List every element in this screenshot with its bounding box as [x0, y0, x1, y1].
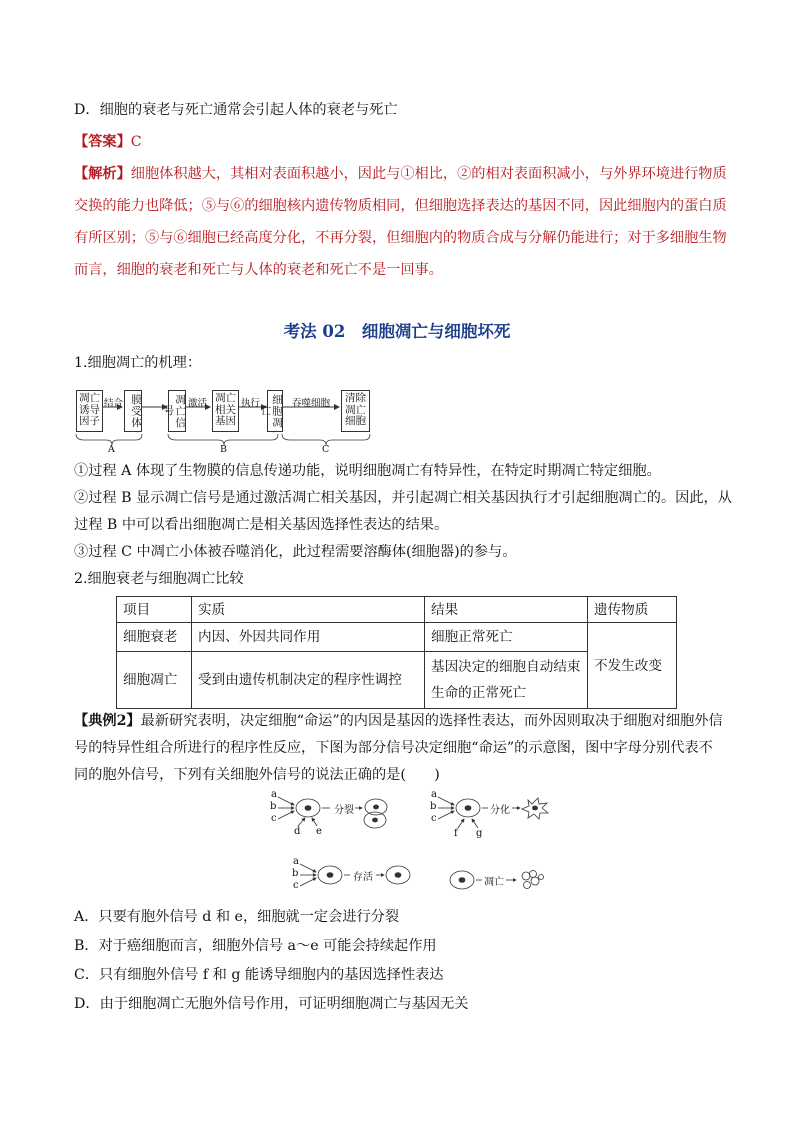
- signal-letter: b: [430, 801, 437, 812]
- table-cell: 细胞凋亡: [117, 652, 192, 709]
- analysis-line-3: 有所区别；⑤与⑥细胞已经高度分化，不再分裂，但细胞内的物质合成与分解仍能进行；对于多细胞生物: [74, 230, 727, 246]
- label-differentiate: 分化: [490, 805, 510, 816]
- analysis-tag: 【解析】: [74, 166, 131, 182]
- option-b: B．对于癌细胞而言，细胞外信号 a～e 可能会持续起作用: [74, 938, 437, 954]
- table-cell: 细胞衰老: [117, 623, 192, 652]
- option-d-previous: D．细胞的衰老与死亡通常会引起人体的衰老与死亡: [74, 102, 398, 118]
- example-line-2: 号的特异性组合所进行的程序性反应，下图为部分信号决定细胞“命运”的示意图，图中字母分别代表不: [74, 740, 713, 756]
- table-header: 实质: [192, 597, 425, 623]
- box-genes: 凋亡相关基因: [212, 390, 239, 432]
- table-row: [117, 623, 677, 652]
- cell-signal-diagram: [260, 788, 560, 893]
- box-apoptosis: 细胞凋亡: [267, 390, 283, 432]
- signal-letter: f: [454, 828, 458, 839]
- example-tag: 【典例2】: [74, 713, 141, 729]
- signal-letter: b: [270, 801, 277, 812]
- table-cell: 基因决定的细胞自动结束生命的正常死亡: [425, 652, 588, 709]
- table-header: 结果: [425, 597, 588, 623]
- table-cell: 细胞正常死亡: [425, 623, 588, 652]
- table-header-row: [117, 597, 677, 623]
- arrow-activate-label: 激活: [188, 398, 208, 409]
- point1-note-1: ①过程 A 体现了生物膜的信息传递功能，说明细胞凋亡有特异性，在特定时期凋亡特定细胞。: [74, 463, 661, 479]
- signal-letter: d: [294, 826, 301, 837]
- analysis-line-4: 而言，细胞的衰老和死亡与人体的衰老和死亡不是一回事。: [74, 262, 443, 278]
- example-line-3: 同的胞外信号，下列有关细胞外信号的说法正确的是( ): [74, 767, 440, 783]
- point1-note-2: ②过程 B 显示凋亡信号是通过激活凋亡相关基因，并引起凋亡相关基因执行才引起细胞凋亡的。因此，从: [74, 490, 732, 506]
- point1-title: 1.细胞凋亡的机理：: [74, 355, 202, 371]
- signal-letter: c: [293, 880, 299, 891]
- section-title: 考法 02 细胞凋亡与细胞坏死: [283, 322, 511, 341]
- answer-tag: 【答案】: [74, 134, 131, 150]
- label-divide: 分裂: [334, 805, 354, 816]
- box-receptor: 膜受体: [124, 390, 142, 432]
- table-cell: 受到由遗传机制决定的程序性调控: [192, 652, 425, 709]
- signal-letter: e: [316, 826, 322, 837]
- label-c: C: [322, 444, 330, 455]
- box-clear: 清除凋亡细胞: [341, 390, 370, 432]
- signal-letter: a: [431, 789, 437, 800]
- answer-line: [74, 132, 142, 152]
- box-inducer: 凋亡诱导因子: [76, 390, 103, 432]
- analysis-line-2: 交换的能力也降低；⑤与⑥的细胞核内遗传物质相同，但细胞选择表达的基因不同，因此细胞内的蛋白质: [74, 198, 727, 214]
- signal-letter: c: [271, 813, 277, 824]
- arrow-execute-label: 执行: [241, 398, 261, 409]
- arrow-bind-label: 结合: [104, 398, 124, 409]
- option-a: A．只要有胞外信号 d 和 e，细胞就一定会进行分裂: [74, 909, 400, 925]
- signal-letter: a: [271, 789, 277, 800]
- point2-title: 2.细胞衰老与细胞凋亡比较: [74, 571, 244, 587]
- point1-note-4: ③过程 C 中凋亡小体被吞噬消化，此过程需要溶酶体(细胞器)的参与。: [74, 544, 517, 560]
- label-b: B: [220, 444, 227, 455]
- label-apoptosis: 凋亡: [484, 877, 504, 888]
- option-d: D．由于细胞凋亡无胞外信号作用，可证明细胞凋亡与基因无关: [74, 996, 469, 1012]
- signal-letter: b: [292, 868, 299, 879]
- signal-letter: a: [293, 856, 299, 867]
- option-c: C．只有细胞外信号 f 和 g 能诱导细胞内的基因选择性表达: [74, 967, 444, 983]
- label-a: A: [108, 444, 115, 455]
- box-signal: 凋亡信号: [168, 390, 186, 432]
- signal-letter: g: [476, 828, 483, 839]
- signal-drawing: [260, 788, 560, 893]
- example-line-1: 【典例2】最新研究表明，决定细胞“命运”的内因是基因的选择性表达，而外因则取决于细胞对细胞外信: [74, 713, 723, 729]
- apoptosis-mechanism-diagram: [74, 385, 374, 455]
- comparison-table: [116, 596, 677, 709]
- label-survive: 存活: [353, 872, 373, 883]
- table-cell-genetic: 不发生改变: [588, 623, 677, 709]
- analysis-line-1: 【解析】细胞体积越大，其相对表面积越小，因此与①相比，②的相对表面积减小，与外界环境进行物质: [74, 166, 727, 182]
- point1-note-3: 过程 B 中可以看出细胞凋亡是相关基因选择性表达的结果。: [74, 517, 449, 533]
- table-header: 遗传物质: [588, 597, 677, 623]
- table-header: 项目: [117, 597, 192, 623]
- arrow-phago-label: 吞噬细胞: [292, 398, 331, 409]
- answer-value: C: [130, 134, 142, 150]
- table-cell: 内因、外因共同作用: [192, 623, 425, 652]
- signal-letter: c: [431, 813, 437, 824]
